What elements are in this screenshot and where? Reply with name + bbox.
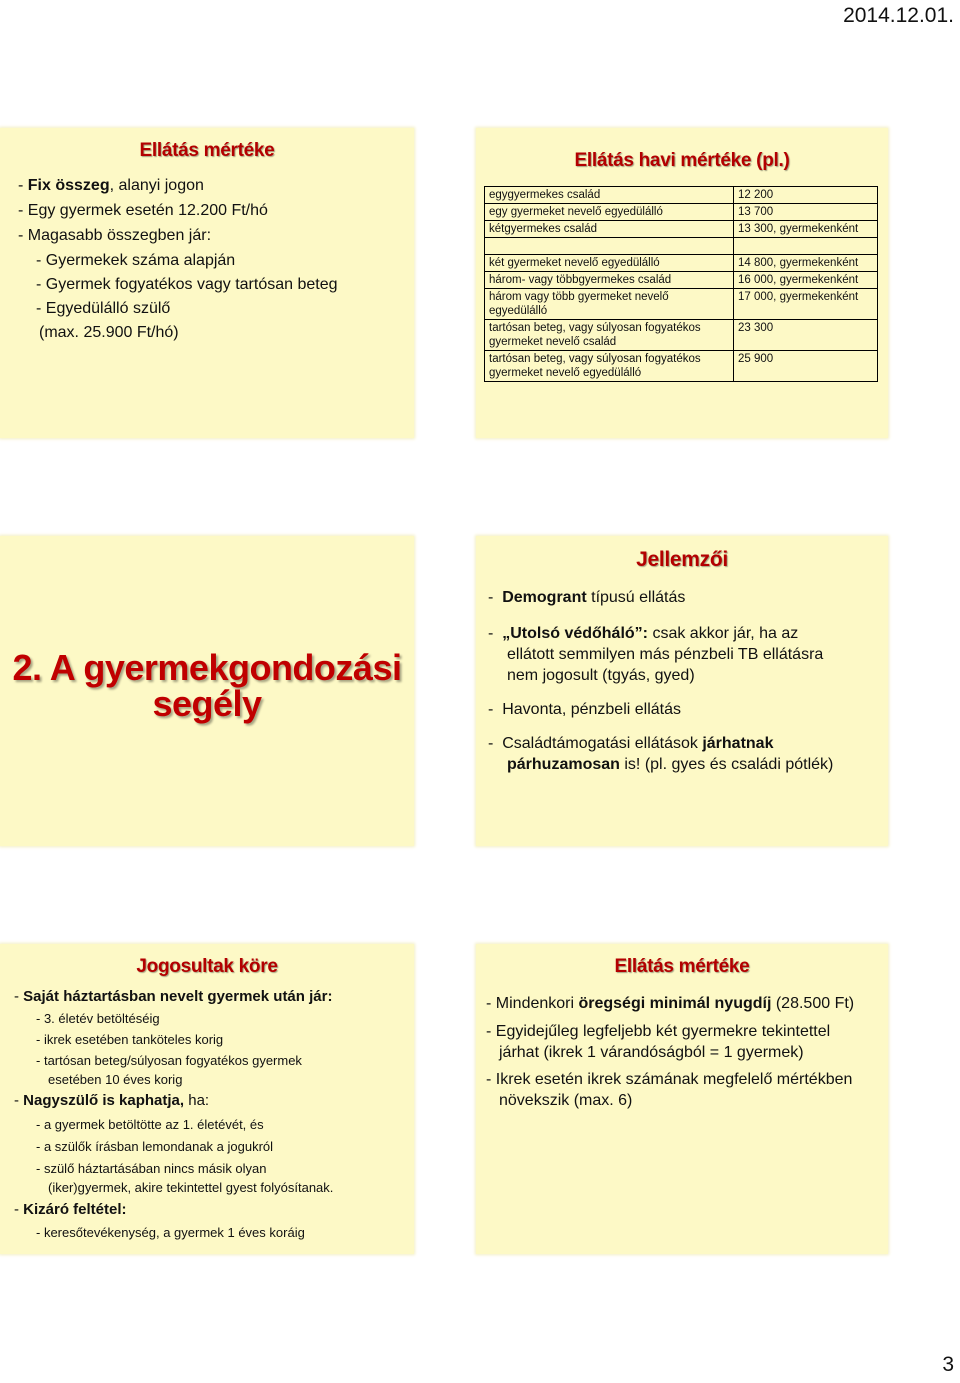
bullet-utolso-vedohalo-line2: ellátott semmilyen más pénzbeli TB ellátásra <box>507 646 824 663</box>
bullet-fix-osszeg: - Fix összeg, alanyi jogon <box>18 177 204 194</box>
slide-body <box>486 994 884 1194</box>
table-row: egygyermekes család 12 200 <box>485 187 878 204</box>
bullet-utolso-vedohalo-line3: nem jogosult (tgyás, gyed) <box>507 667 695 684</box>
slide-body <box>18 176 408 416</box>
sub-bullet-gyermekek-szama: - Gyermekek száma alapján <box>36 252 236 269</box>
bullet-csaladtamogatasi: - Családtámogatási ellátások járhatnak <box>488 735 774 752</box>
bullet-kizaro-feltetel: - Kizáró feltétel: <box>14 1201 127 1218</box>
bullet-csaladtamogatasi-line2: párhuzamosan is! (pl. gyes és családi pótlék) <box>507 756 834 773</box>
sub-bullet-fogyatekos: - Gyermek fogyatékos vagy tartósan beteg <box>36 276 338 293</box>
table-row: három vagy több gyermeket nevelő egyedülálló 17 000, gyermekenként <box>485 289 878 320</box>
slide-body <box>14 987 410 1247</box>
document-date: 2014.12.01. <box>843 4 954 27</box>
sub-bullet-tartosan-beteg: - tartósan beteg/súlyosan fogyatékos gyermek <box>36 1053 302 1068</box>
sub-bullet-nincs-masik-line2: (iker)gyermek, akire tekintettel gyest folyósítanak. <box>48 1180 334 1195</box>
section-title-line2: segély <box>152 683 262 724</box>
table-row: tartósan beteg, vagy súlyosan fogyatékos gyermeket nevelő család 23 300 <box>485 320 878 351</box>
slide-ellatas-havi-merteke <box>476 128 888 438</box>
sub-bullet-nincs-masik: - szülő háztartásában nincs másik olyan <box>36 1161 267 1176</box>
sub-bullet-1-eletev: - a gyermek betöltötte az 1. életévét, és <box>36 1117 264 1132</box>
bullet-egy-gyermek: - Egy gyermek esetén 12.200 Ft/hó <box>18 202 268 219</box>
slide-body <box>488 588 883 828</box>
table-row: tartósan beteg, vagy súlyosan fogyatékos gyermeket nevelő egyedülálló 25 900 <box>485 351 878 382</box>
bullet-magasabb: - Magasabb összegben jár: <box>18 227 212 244</box>
max-amount-note: (max. 25.900 Ft/hó) <box>39 324 179 341</box>
slide-title: Ellátás mértéke <box>614 956 750 977</box>
slide-title: Jogosultak köre <box>136 956 278 977</box>
slide-ellatas-merteke-1 <box>0 128 414 438</box>
table-spacer-row <box>485 238 878 255</box>
bullet-sajat-haztartas: - Saját háztartásban nevelt gyermek után jár: <box>14 988 333 1005</box>
slide-title: Ellátás mértéke <box>139 140 275 161</box>
sub-bullet-tartosan-beteg-line2: esetében 10 éves korig <box>48 1072 183 1087</box>
bullet-havonta: - Havonta, pénzbeli ellátás <box>488 701 681 718</box>
slide-jogosultak-kore <box>0 944 414 1254</box>
bullet-nagyszulo: - Nagyszülő is kaphatja, ha: <box>14 1092 210 1109</box>
bullet-demogrant: - Demogrant típusú ellátás <box>488 589 686 606</box>
table-row: három- vagy többgyermekes család 16 000, gyermekenként <box>485 272 878 289</box>
amounts-table <box>484 186 878 382</box>
bullet-oregsegi-nyugdij: - Mindenkori öregségi minimál nyugdíj (28.500 Ft) <box>486 995 855 1012</box>
slide-jellemzoi <box>476 536 888 846</box>
section-title-line1: 2. A gyermekgondozási <box>12 647 402 688</box>
bullet-ikrek-line2: növekszik (max. 6) <box>499 1092 633 1109</box>
bullet-ikrek: - Ikrek esetén ikrek számának megfelelő mértékben <box>486 1071 853 1088</box>
bullet-utolso-vedohalo: - „Utolsó védőháló”: csak akkor jár, ha az <box>488 625 799 642</box>
sub-bullet-egyedulallo: - Egyedülálló szülő <box>36 300 171 317</box>
bullet-egyidejuleg-line2: járhat (ikrek 1 várandóságból = 1 gyermek) <box>499 1044 804 1061</box>
slide-title: Jellemzői <box>636 548 728 571</box>
table-row: két gyermeket nevelő egyedülálló 14 800, gyermekenként <box>485 255 878 272</box>
slide-title: Ellátás havi mértéke (pl.) <box>574 150 790 171</box>
sub-bullet-3-eletev: - 3. életév betöltéséig <box>36 1011 160 1026</box>
sub-bullet-ikrek: - ikrek esetében tanköteles korig <box>36 1032 224 1047</box>
sub-bullet-szulok-lemondanak: - a szülők írásban lemondanak a jogukról <box>36 1139 274 1154</box>
table-row: kétgyermekes család 13 300, gyermekenként <box>485 221 878 238</box>
sub-bullet-keresotevekenyseg: - keresőtevékenység, a gyermek 1 éves koráig <box>36 1225 305 1240</box>
table-row: egy gyermeket nevelő egyedülálló 13 700 <box>485 204 878 221</box>
page-number: 3 <box>942 1353 954 1376</box>
bullet-egyidejuleg: - Egyidejűleg legfeljebb két gyermekre tekintettel <box>486 1023 831 1040</box>
slide-ellatas-merteke-2 <box>476 944 888 1254</box>
slide-gyes-title <box>0 536 414 846</box>
